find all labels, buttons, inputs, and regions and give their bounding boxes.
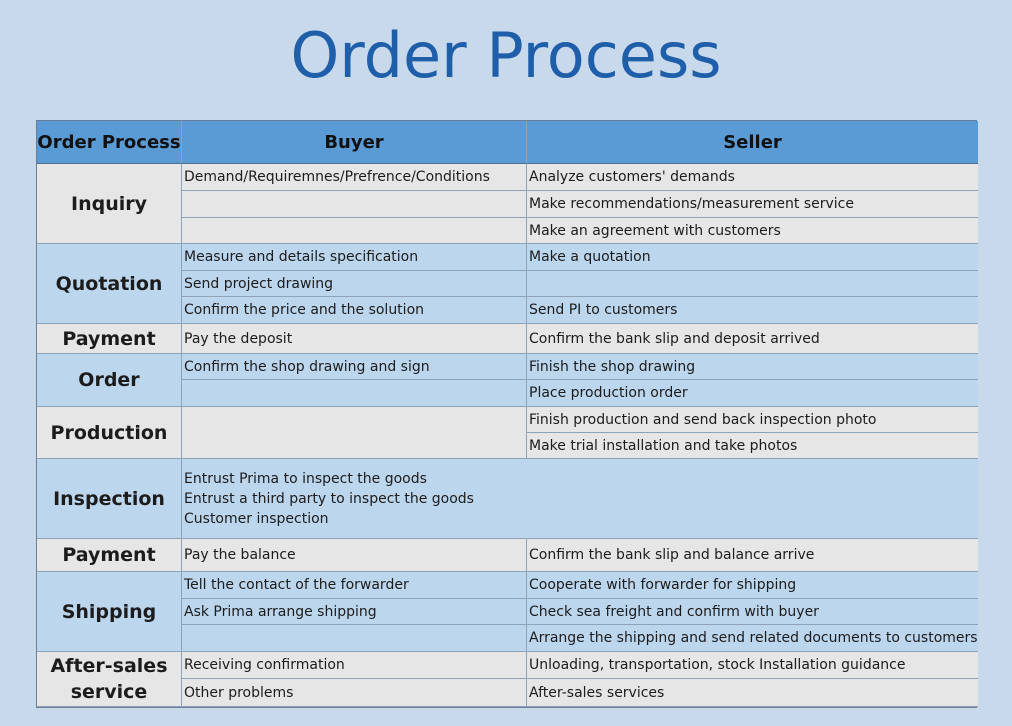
- shipping-seller-3: Arrange the shipping and send related documents to customers: [527, 625, 978, 652]
- shipping-buyer-3: [182, 625, 527, 652]
- shipping-seller-2: Check sea freight and confirm with buyer: [527, 599, 978, 625]
- stage-inspection: Inspection: [37, 459, 182, 539]
- inquiry-buyer-3: [182, 218, 527, 244]
- inquiry-buyer-2: [182, 191, 527, 218]
- inquiry-seller-1: Analyze customers' demands: [527, 164, 978, 191]
- quotation-buyer-2: Send project drawing: [182, 271, 527, 297]
- stage-payment-balance: Payment: [37, 539, 182, 572]
- stage-shipping: Shipping: [37, 572, 182, 652]
- stage-quotation: Quotation: [37, 244, 182, 324]
- payment-balance-buyer: Pay the balance: [182, 539, 527, 572]
- shipping-buyer-1: Tell the contact of the forwarder: [182, 572, 527, 599]
- order-seller-1: Finish the shop drawing: [527, 354, 978, 380]
- inquiry-seller-2: Make recommendations/measurement service: [527, 191, 978, 218]
- after-sales-seller-1: Unloading, transportation, stock Installation guidance: [527, 652, 978, 679]
- inspection-option-1: Entrust Prima to inspect the goods: [184, 470, 427, 487]
- stage-order: Order: [37, 354, 182, 407]
- stage-inquiry: Inquiry: [37, 164, 182, 244]
- stage-after-sales: After-sales service: [37, 652, 182, 707]
- inspection-options: [182, 459, 978, 539]
- after-sales-buyer-2: Other problems: [182, 679, 527, 707]
- inspection-option-3: Customer inspection: [184, 510, 329, 527]
- after-sales-seller-2: After-sales services: [527, 679, 978, 707]
- inspection-option-2: Entrust a third party to inspect the goods: [184, 490, 474, 507]
- production-seller-2: Make trial installation and take photos: [527, 433, 978, 459]
- payment-deposit-seller: Confirm the bank slip and deposit arrived: [527, 324, 978, 354]
- quotation-seller-1: Make a quotation: [527, 244, 978, 271]
- quotation-seller-2: [527, 271, 978, 297]
- order-buyer-1: Confirm the shop drawing and sign: [182, 354, 527, 380]
- production-buyer: [182, 407, 527, 459]
- stage-payment-deposit: Payment: [37, 324, 182, 354]
- payment-deposit-buyer: Pay the deposit: [182, 324, 527, 354]
- header-order-process: Order Process: [37, 121, 182, 164]
- shipping-buyer-2: Ask Prima arrange shipping: [182, 599, 527, 625]
- production-seller-1: Finish production and send back inspection photo: [527, 407, 978, 433]
- stage-production: Production: [37, 407, 182, 459]
- shipping-seller-1: Cooperate with forwarder for shipping: [527, 572, 978, 599]
- quotation-seller-3: Send PI to customers: [527, 297, 978, 324]
- quotation-buyer-1: Measure and details specification: [182, 244, 527, 271]
- quotation-buyer-3: Confirm the price and the solution: [182, 297, 527, 324]
- order-process-table: [36, 120, 977, 708]
- order-buyer-2: [182, 380, 527, 407]
- after-sales-buyer-1: Receiving confirmation: [182, 652, 527, 679]
- header-buyer: Buyer: [182, 121, 527, 164]
- inquiry-buyer-1: Demand/Requiremnes/Prefrence/Conditions: [182, 164, 527, 191]
- header-seller: Seller: [527, 121, 978, 164]
- payment-balance-seller: Confirm the bank slip and balance arrive: [527, 539, 978, 572]
- page-title: Order Process: [290, 19, 722, 92]
- inquiry-seller-3: Make an agreement with customers: [527, 218, 978, 244]
- order-seller-2: Place production order: [527, 380, 978, 407]
